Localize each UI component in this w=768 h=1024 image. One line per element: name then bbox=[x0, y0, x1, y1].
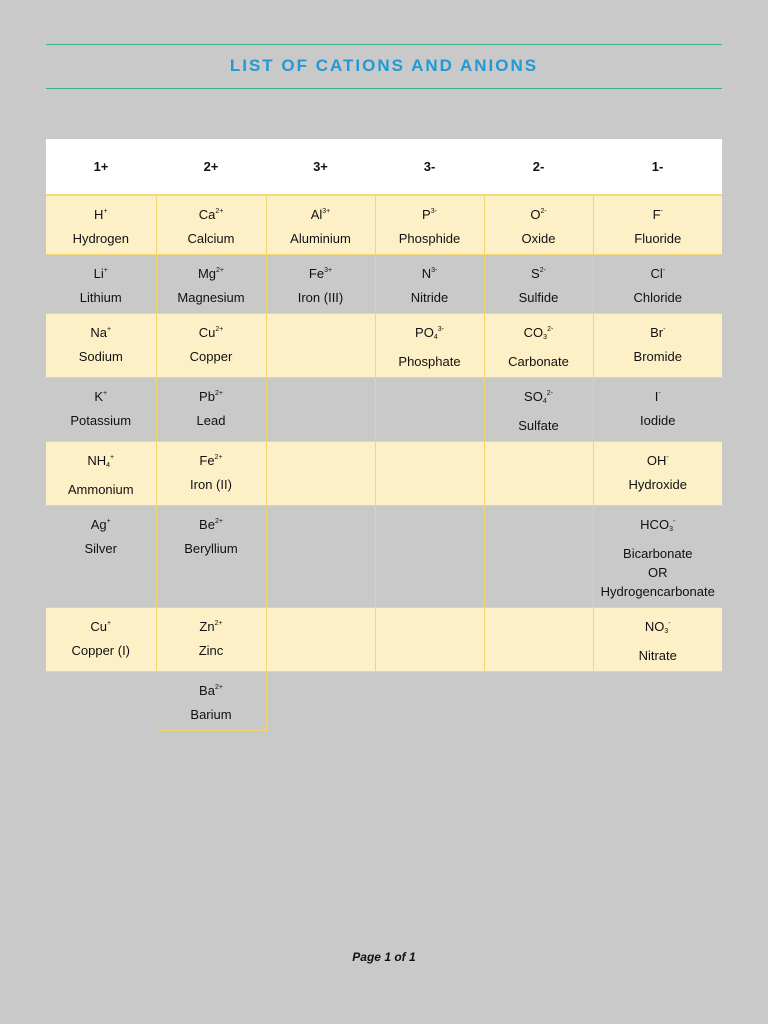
ion-cell bbox=[156, 255, 266, 314]
table-row bbox=[46, 255, 722, 314]
formula-symbol: K bbox=[94, 389, 104, 404]
formula-charge: 2- bbox=[546, 390, 553, 397]
ion-formula bbox=[378, 202, 482, 224]
ion-name: Beryllium bbox=[184, 541, 238, 556]
ion-name: Copper (I) bbox=[71, 643, 131, 658]
formula-charge: - bbox=[668, 620, 671, 627]
formula-charge: 3- bbox=[430, 208, 437, 215]
formula-symbol: Ag bbox=[90, 517, 107, 532]
ion-cell bbox=[46, 378, 156, 442]
formula-charge: + bbox=[103, 390, 108, 397]
ion-name: Bromide bbox=[633, 349, 682, 364]
ion-cell bbox=[375, 442, 484, 506]
ion-cell bbox=[484, 442, 593, 506]
ion-cell bbox=[593, 672, 722, 731]
ion-cell bbox=[375, 314, 484, 378]
ion-formula bbox=[159, 202, 264, 224]
ion-formula bbox=[378, 320, 482, 347]
ion-cell bbox=[484, 506, 593, 608]
formula-charge: - bbox=[662, 267, 666, 274]
formula-charge: 3+ bbox=[324, 267, 333, 274]
ion-name: Lithium bbox=[79, 290, 122, 305]
formula-subscript: 4 bbox=[106, 462, 111, 469]
ion-cell bbox=[156, 442, 266, 506]
ion-cell bbox=[266, 608, 375, 672]
table-row bbox=[46, 442, 722, 506]
ion-formula bbox=[487, 384, 591, 411]
ion-cell bbox=[156, 672, 266, 731]
formula-symbol: I bbox=[654, 389, 659, 404]
ion-cell bbox=[593, 314, 722, 378]
formula-charge: 3+ bbox=[322, 208, 331, 215]
ion-name: Iron (II) bbox=[190, 477, 232, 492]
ion-formula bbox=[159, 261, 264, 283]
ion-cell bbox=[46, 506, 156, 608]
ion-name: Nitride bbox=[410, 290, 449, 305]
ion-cell bbox=[46, 195, 156, 255]
ion-name: Phosphate bbox=[398, 354, 461, 369]
ion-name: Hydroxide bbox=[628, 477, 688, 492]
formula-symbol: HCO bbox=[640, 517, 670, 532]
formula-symbol: Cl bbox=[650, 266, 663, 281]
current-page: 1 bbox=[384, 950, 391, 964]
formula-subscript: 3 bbox=[669, 526, 673, 533]
ion-cell bbox=[156, 195, 266, 255]
ion-cell bbox=[266, 314, 375, 378]
formula-symbol: F bbox=[652, 207, 661, 222]
ion-formula bbox=[596, 614, 721, 641]
formula-symbol: Br bbox=[650, 325, 664, 340]
ion-cell bbox=[375, 672, 484, 731]
ions-table-body bbox=[46, 195, 722, 731]
ion-formula bbox=[269, 202, 373, 224]
ion-name: Magnesium bbox=[177, 290, 245, 305]
page-footer bbox=[0, 950, 768, 964]
ion-formula bbox=[269, 261, 373, 283]
ion-name: Oxide bbox=[521, 231, 556, 246]
ion-cell bbox=[593, 506, 722, 608]
formula-charge: - bbox=[663, 326, 666, 333]
formula-symbol: S bbox=[531, 266, 540, 281]
formula-symbol: Cu bbox=[90, 619, 108, 634]
ion-formula bbox=[487, 261, 591, 283]
formula-charge: 2- bbox=[539, 267, 546, 274]
table-row bbox=[46, 195, 722, 255]
header-row bbox=[46, 139, 722, 195]
ion-formula bbox=[159, 678, 264, 700]
formula-symbol: SO bbox=[524, 389, 543, 404]
formula-symbol: Mg bbox=[197, 266, 217, 281]
ion-formula bbox=[596, 320, 721, 342]
formula-symbol: Ca bbox=[198, 207, 216, 222]
ion-cell bbox=[593, 378, 722, 442]
ion-formula bbox=[487, 320, 591, 347]
ion-cell bbox=[593, 195, 722, 255]
ion-formula bbox=[48, 320, 154, 342]
ion-name: OR bbox=[648, 565, 668, 580]
ion-formula bbox=[159, 512, 264, 534]
header-charge-3minus: 3- bbox=[375, 139, 484, 195]
ion-formula bbox=[596, 261, 721, 283]
formula-symbol: P bbox=[422, 207, 431, 222]
ion-cell bbox=[46, 608, 156, 672]
ion-name: Nitrate bbox=[638, 648, 677, 663]
formula-symbol: Be bbox=[199, 517, 215, 532]
page-of-label: of bbox=[391, 950, 409, 964]
formula-charge: 2- bbox=[540, 208, 547, 215]
ion-cell bbox=[46, 672, 156, 731]
ion-cell bbox=[484, 314, 593, 378]
ion-cell bbox=[156, 378, 266, 442]
formula-subscript: 4 bbox=[433, 334, 438, 341]
ion-formula bbox=[159, 384, 264, 406]
header-charge-3plus: 3+ bbox=[266, 139, 375, 195]
ion-cell bbox=[46, 442, 156, 506]
ion-name: Sulfate bbox=[518, 418, 559, 433]
formula-symbol: Li bbox=[93, 266, 104, 281]
formula-symbol: Fe bbox=[308, 266, 325, 281]
ion-name: Hydrogen bbox=[72, 231, 129, 246]
ion-formula bbox=[48, 512, 154, 534]
ion-cell bbox=[375, 195, 484, 255]
formula-charge: 2+ bbox=[214, 390, 223, 397]
ion-cell bbox=[375, 255, 484, 314]
formula-symbol: Cu bbox=[198, 325, 216, 340]
formula-symbol: OH bbox=[646, 453, 667, 468]
header-charge-2minus: 2- bbox=[484, 139, 593, 195]
ion-cell bbox=[484, 608, 593, 672]
formula-charge: 2+ bbox=[215, 326, 224, 333]
ion-formula bbox=[48, 202, 154, 224]
ion-formula bbox=[378, 261, 482, 283]
ion-formula bbox=[159, 614, 264, 636]
formula-symbol: Na bbox=[90, 325, 108, 340]
ion-name: Sulfide bbox=[518, 290, 559, 305]
ion-formula bbox=[596, 448, 721, 470]
table-row bbox=[46, 506, 722, 608]
total-pages: 1 bbox=[409, 950, 416, 964]
ion-name: Iodide bbox=[640, 413, 676, 428]
formula-charge: 3- bbox=[431, 267, 438, 274]
ion-formula bbox=[487, 202, 591, 224]
ion-cell bbox=[375, 608, 484, 672]
header-charge-1minus: 1- bbox=[593, 139, 722, 195]
formula-charge: - bbox=[658, 390, 661, 397]
ion-formula bbox=[48, 614, 154, 636]
ions-table bbox=[46, 139, 722, 731]
table-row bbox=[46, 672, 722, 731]
header-charge-2plus: 2+ bbox=[156, 139, 266, 195]
ion-name: Zinc bbox=[198, 643, 224, 658]
ion-cell bbox=[484, 195, 593, 255]
ion-cell bbox=[593, 442, 722, 506]
ion-name: Barium bbox=[190, 707, 232, 722]
table-row bbox=[46, 378, 722, 442]
ion-name: Ammonium bbox=[67, 482, 134, 497]
ion-cell bbox=[266, 442, 375, 506]
ion-name: Carbonate bbox=[508, 354, 569, 369]
ion-name: Copper bbox=[189, 349, 233, 364]
formula-symbol: H bbox=[94, 207, 104, 222]
formula-symbol: NH bbox=[87, 453, 107, 468]
ion-cell bbox=[46, 314, 156, 378]
formula-charge: 2+ bbox=[214, 454, 223, 461]
formula-symbol: Zn bbox=[199, 619, 215, 634]
ion-cell bbox=[266, 195, 375, 255]
page-label: Page bbox=[352, 950, 385, 964]
formula-symbol: O bbox=[530, 207, 541, 222]
ion-name: Bicarbonate bbox=[623, 546, 693, 561]
formula-subscript: 3 bbox=[543, 334, 548, 341]
formula-symbol: PO bbox=[415, 325, 434, 340]
formula-charge: + bbox=[103, 208, 108, 215]
ion-cell bbox=[484, 672, 593, 731]
formula-charge: 2- bbox=[547, 326, 554, 333]
ion-name: Lead bbox=[196, 413, 226, 428]
ion-formula bbox=[48, 261, 154, 283]
ion-name: Chloride bbox=[633, 290, 682, 305]
formula-symbol: Pb bbox=[199, 389, 215, 404]
formula-charge: - bbox=[672, 518, 676, 525]
ion-cell bbox=[375, 506, 484, 608]
formula-charge: + bbox=[110, 454, 115, 461]
ion-cell bbox=[46, 255, 156, 314]
ion-cell bbox=[266, 506, 375, 608]
title-bottom-rule bbox=[46, 88, 722, 89]
formula-charge: 2+ bbox=[214, 518, 223, 525]
ion-formula bbox=[48, 448, 154, 475]
formula-symbol: Ba bbox=[199, 683, 215, 698]
table-row bbox=[46, 608, 722, 672]
ion-formula bbox=[596, 202, 721, 224]
ion-name: Potassium bbox=[70, 413, 132, 428]
formula-charge: 3- bbox=[437, 326, 444, 333]
formula-subscript: 4 bbox=[542, 398, 547, 405]
page-title: LIST OF CATIONS AND ANIONS bbox=[229, 56, 539, 75]
formula-symbol: Fe bbox=[199, 453, 215, 468]
ion-cell bbox=[156, 314, 266, 378]
ion-name: Phosphide bbox=[398, 231, 461, 246]
ion-cell bbox=[375, 378, 484, 442]
ion-formula bbox=[596, 384, 721, 406]
ion-cell bbox=[266, 255, 375, 314]
formula-charge: - bbox=[660, 208, 663, 215]
ion-name: Hydrogencarbonate bbox=[600, 584, 715, 599]
formula-symbol: NO bbox=[644, 619, 665, 634]
formula-charge: + bbox=[106, 518, 111, 525]
ion-name: Aluminium bbox=[290, 231, 351, 246]
formula-subscript: 3 bbox=[664, 628, 669, 635]
formula-symbol: CO bbox=[523, 325, 544, 340]
formula-charge: 2+ bbox=[214, 684, 223, 691]
formula-charge: 2+ bbox=[216, 267, 225, 274]
ion-name: Sodium bbox=[78, 349, 123, 364]
header-charge-1plus: 1+ bbox=[46, 139, 156, 195]
ion-cell bbox=[266, 672, 375, 731]
formula-charge: + bbox=[103, 267, 108, 274]
ion-cell bbox=[593, 608, 722, 672]
title-top-rule bbox=[46, 44, 722, 45]
ion-name: Fluoride bbox=[634, 231, 682, 246]
ion-formula bbox=[159, 320, 264, 342]
formula-charge: 2+ bbox=[214, 620, 223, 627]
formula-symbol: N bbox=[421, 266, 432, 281]
ion-name: Calcium bbox=[187, 231, 235, 246]
ion-cell bbox=[484, 255, 593, 314]
ion-formula bbox=[159, 448, 264, 470]
ion-cell bbox=[266, 378, 375, 442]
formula-charge: 2+ bbox=[215, 208, 224, 215]
ion-cell bbox=[156, 506, 266, 608]
ion-name: Iron (III) bbox=[297, 290, 344, 305]
formula-symbol: Al bbox=[310, 207, 323, 222]
ion-name: Silver bbox=[84, 541, 117, 556]
table-row bbox=[46, 314, 722, 378]
formula-charge: + bbox=[107, 326, 112, 333]
ion-cell bbox=[593, 255, 722, 314]
ion-formula bbox=[48, 384, 154, 406]
ion-formula bbox=[596, 512, 721, 539]
ion-cell bbox=[484, 378, 593, 442]
ion-cell bbox=[156, 608, 266, 672]
formula-charge: - bbox=[666, 454, 669, 461]
formula-charge: + bbox=[107, 620, 112, 627]
